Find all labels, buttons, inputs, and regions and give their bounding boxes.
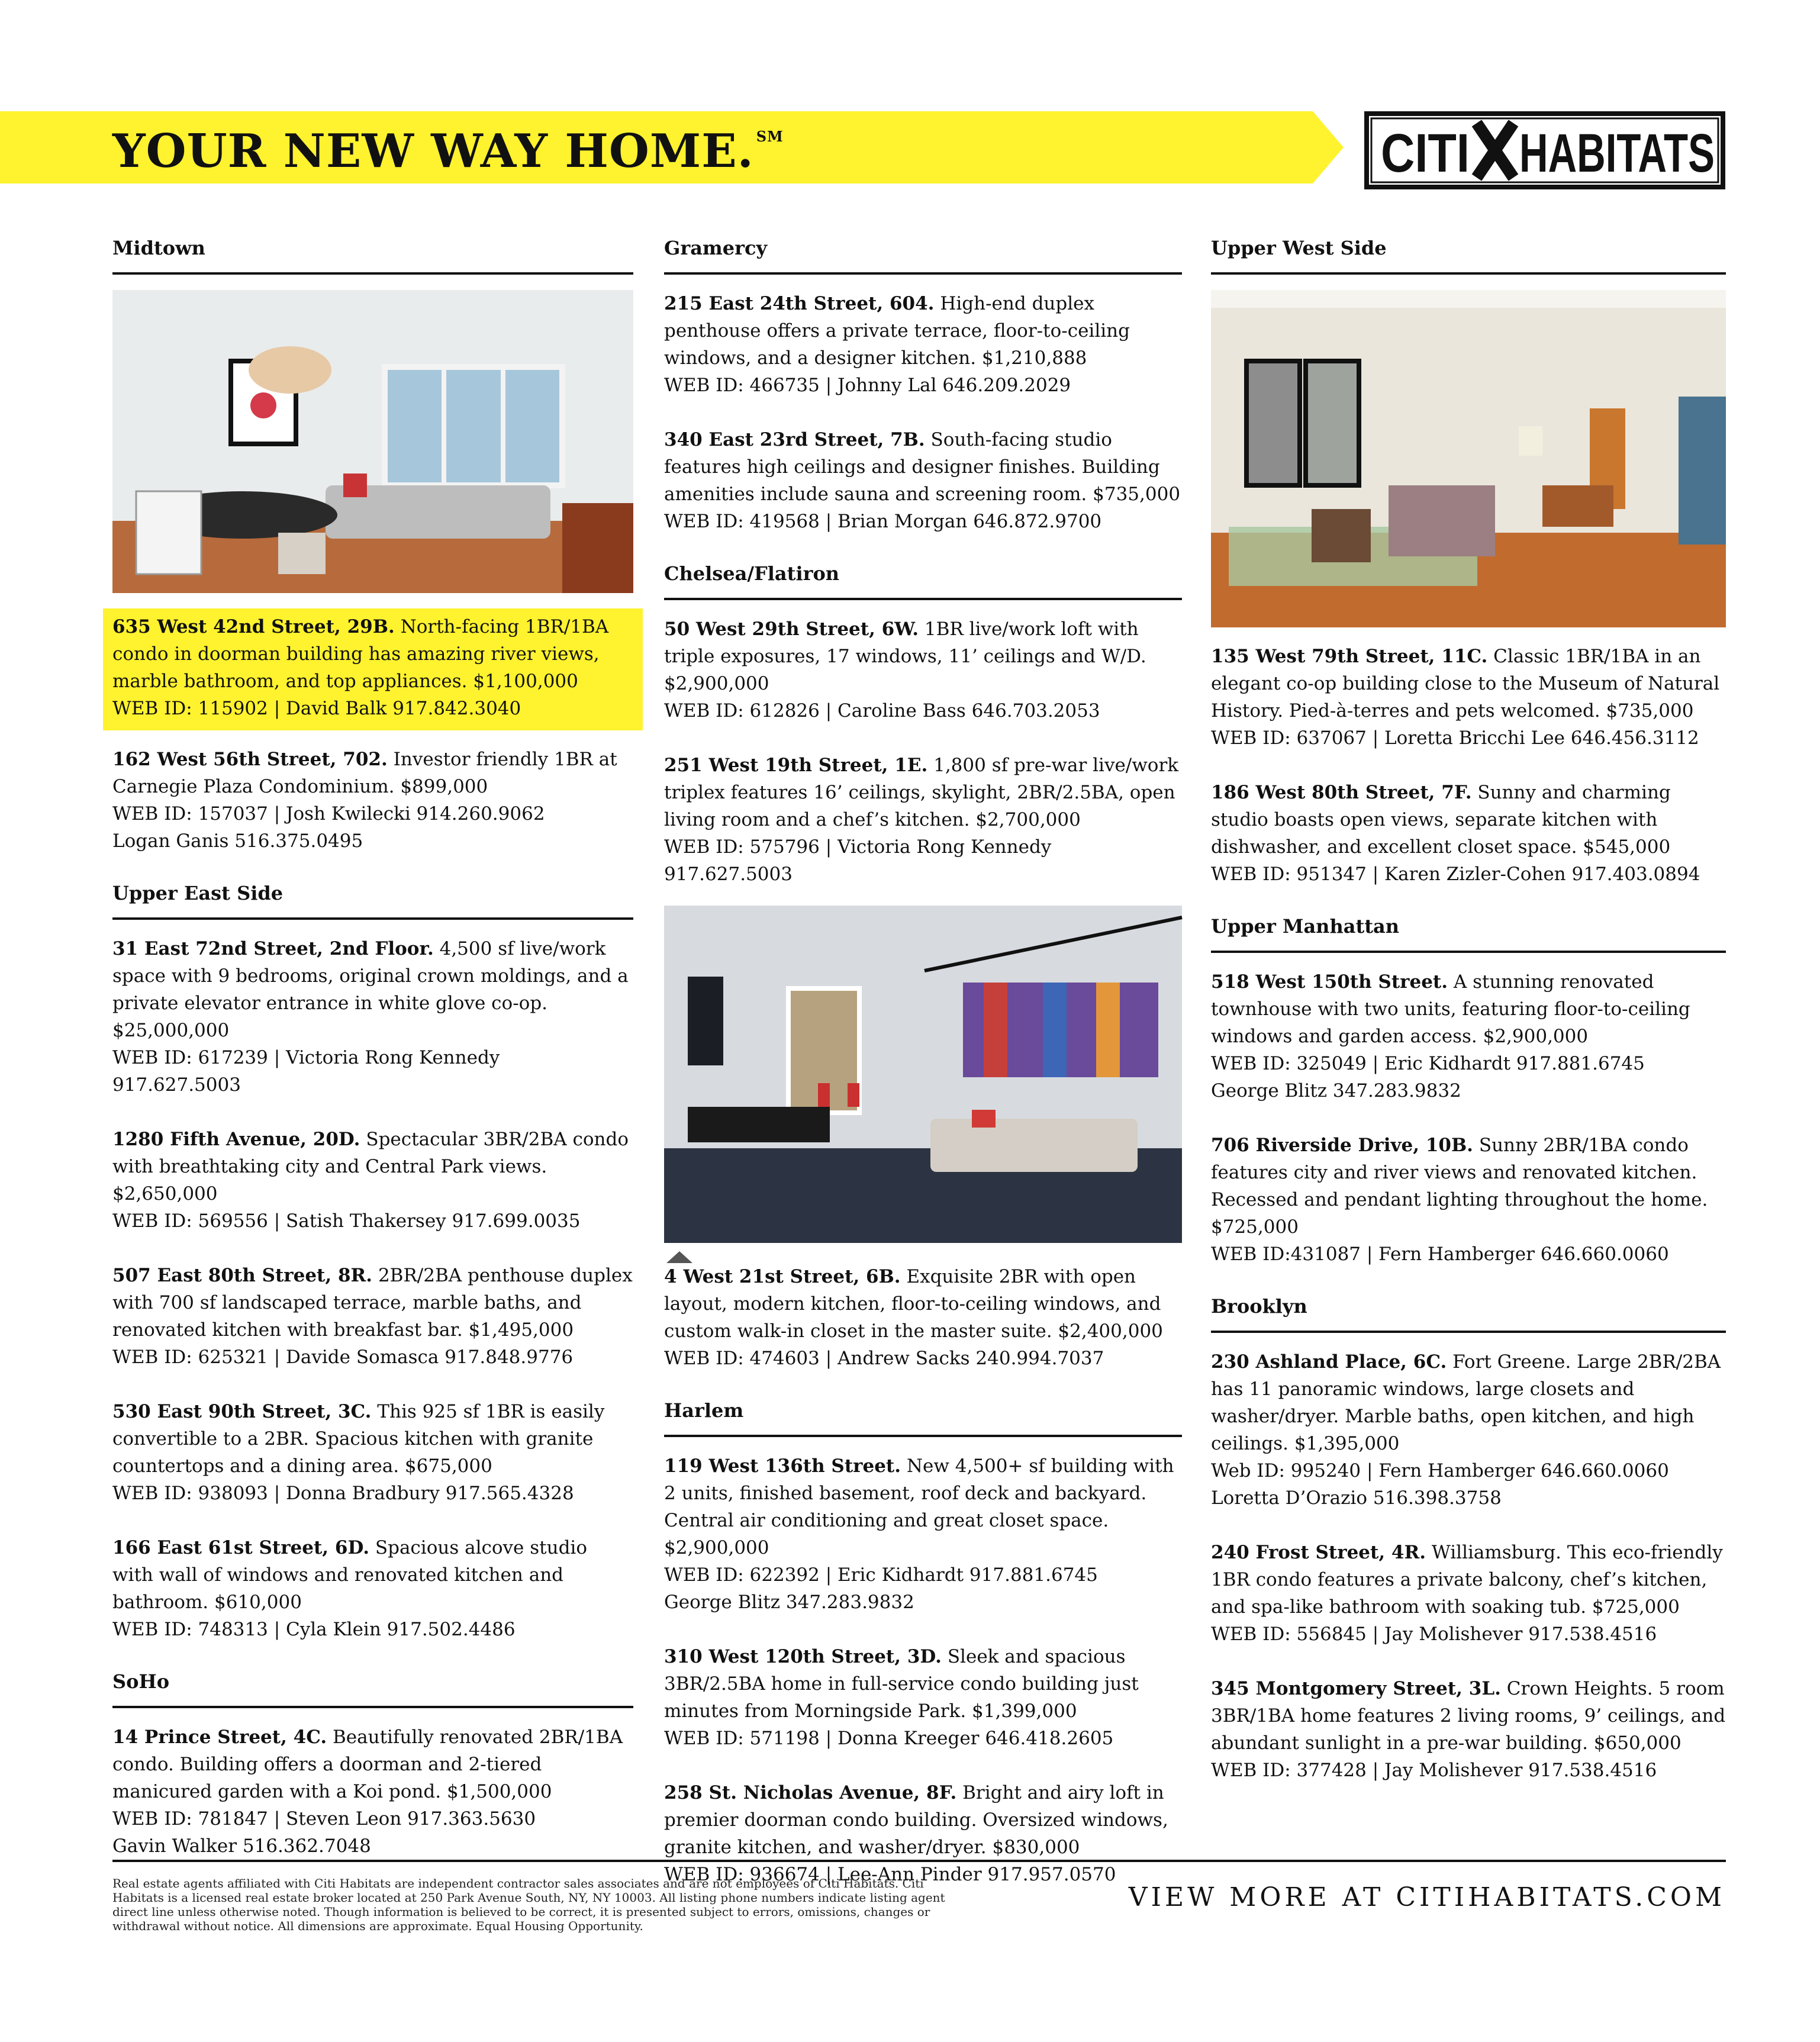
listing-description: 2BR/2BA penthouse duplex with 700 sf landscaped terrace, marble baths, and renovated kitchen with breakfast bar. $1,495,000 bbox=[112, 1265, 633, 1341]
listing-31-east-72nd[interactable] bbox=[112, 935, 633, 1099]
listing-web-id: WEB ID: 781847 | Steven Leon 917.363.5630 bbox=[112, 1808, 536, 1830]
listing-address: 119 West 136th Street. bbox=[664, 1455, 901, 1477]
column-1 bbox=[112, 237, 633, 1860]
listing-address: 4 West 21st Street, 6B. bbox=[664, 1266, 901, 1287]
listing-description: Crown Heights. 5 room 3BR/1BA home features 2 living rooms, 9’ ceilings, and abundant sunlight in a pre-war building. $650,000 bbox=[1211, 1678, 1726, 1754]
listing-address: 518 West 150th Street. bbox=[1211, 971, 1448, 993]
listing-web-id: Web ID: 995240 | Fern Hamberger 646.660.0060 bbox=[1211, 1460, 1669, 1481]
section-heading-gramercy: Gramercy bbox=[664, 237, 1182, 275]
listing-4-west-21st[interactable] bbox=[664, 1263, 1182, 1372]
listing-135-west-79th[interactable] bbox=[1211, 643, 1726, 752]
listing-description: South-facing studio features high ceilings and designer finishes. Building amenities include sauna and screening room. $735,000 bbox=[664, 429, 1181, 505]
listing-166-east-61st[interactable] bbox=[112, 1534, 633, 1643]
listing-address: 240 Frost Street, 4R. bbox=[1211, 1542, 1426, 1563]
listing-description: Williamsburg. This eco-friendly 1BR condo features a private balcony, chef’s kitchen, and spa-like bathroom with soaking tub. $725,000 bbox=[1211, 1542, 1723, 1618]
listing-address: 50 West 29th Street, 6W. bbox=[664, 619, 919, 640]
section-heading-midtown: Midtown bbox=[112, 237, 633, 275]
listing-description: 1,800 sf pre-war live/work triplex features 16’ ceilings, skylight, 2BR/2.5BA, open living room and a chef’s kitchen. $2,700,000 bbox=[664, 755, 1179, 830]
column-2 bbox=[664, 237, 1182, 1888]
column-3 bbox=[1211, 237, 1726, 1784]
listing-extra-agent: Gavin Walker 516.362.7048 bbox=[112, 1835, 371, 1857]
citi-habitats-logo[interactable] bbox=[1364, 111, 1725, 189]
listing-web-id: WEB ID: 617239 | Victoria Rong Kennedy 917.627.5003 bbox=[112, 1047, 500, 1096]
section-heading-upper-east-side: Upper East Side bbox=[112, 882, 633, 920]
listing-description: Spectacular 3BR/2BA condo with breathtaking city and Central Park views. $2,650,000 bbox=[112, 1129, 629, 1204]
listing-230-ashland-place[interactable] bbox=[1211, 1348, 1726, 1512]
listing-258-st-nicholas[interactable] bbox=[664, 1779, 1182, 1888]
section-heading-soho: SoHo bbox=[112, 1670, 633, 1708]
listing-extra-agent: George Blitz 347.283.9832 bbox=[664, 1592, 914, 1613]
listing-extra-agent: George Blitz 347.283.9832 bbox=[1211, 1080, 1461, 1101]
listing-web-id: WEB ID: 936674 | Lee-Ann Pinder 917.957.0570 bbox=[664, 1864, 1116, 1885]
section-heading-harlem: Harlem bbox=[664, 1399, 1182, 1437]
listing-web-id: WEB ID: 419568 | Brian Morgan 646.872.9700 bbox=[664, 511, 1102, 532]
listing-251-west-19th[interactable] bbox=[664, 752, 1182, 888]
view-more-link[interactable]: VIEW MORE AT CITIHABITATS.COM bbox=[1128, 1882, 1725, 1912]
listing-address: 1280 Fifth Avenue, 20D. bbox=[112, 1129, 360, 1150]
section-heading-brooklyn: Brooklyn bbox=[1211, 1295, 1726, 1333]
uws-listing-photo[interactable] bbox=[1211, 290, 1726, 627]
listing-186-west-80th[interactable] bbox=[1211, 779, 1726, 888]
listing-address: 14 Prince Street, 4C. bbox=[112, 1727, 327, 1748]
listing-address: 31 East 72nd Street, 2nd Floor. bbox=[112, 938, 434, 959]
listing-address: 251 West 19th Street, 1E. bbox=[664, 755, 928, 776]
listing-description: North-facing 1BR/1BA condo in doorman building has amazing river views, marble bathroom, and top appliances. $1,100,000 bbox=[112, 616, 609, 692]
listing-description: Beautifully renovated 2BR/1BA condo. Building offers a doorman and 2-tiered manicured garden with a Koi pond. $1,500,000 bbox=[112, 1727, 623, 1802]
listing-345-montgomery-street[interactable] bbox=[1211, 1675, 1726, 1784]
listing-web-id: WEB ID: 622392 | Eric Kidhardt 917.881.6745 bbox=[664, 1564, 1098, 1586]
listing-web-id: WEB ID: 571198 | Donna Kreeger 646.418.2605 bbox=[664, 1728, 1114, 1749]
logo-citi-text: CITI bbox=[1381, 123, 1470, 183]
listing-web-id: WEB ID: 637067 | Loretta Bricchi Lee 646.456.3112 bbox=[1211, 727, 1699, 749]
listing-address: 162 West 56th Street, 702. bbox=[112, 749, 388, 770]
footer-divider bbox=[112, 1860, 1726, 1862]
listing-web-id: WEB ID: 325049 | Eric Kidhardt 917.881.6745 bbox=[1211, 1053, 1645, 1074]
listing-web-id: WEB ID: 474603 | Andrew Sacks 240.994.7037 bbox=[664, 1348, 1104, 1369]
listing-address: 345 Montgomery Street, 3L. bbox=[1211, 1678, 1501, 1699]
photo-caption-triangle-icon bbox=[666, 1251, 692, 1263]
listing-web-id: WEB ID: 466735 | Johnny Lal 646.209.2029 bbox=[664, 375, 1071, 396]
listing-address: 258 St. Nicholas Avenue, 8F. bbox=[664, 1782, 957, 1803]
tagline bbox=[112, 124, 784, 178]
listing-162-west-56th[interactable] bbox=[112, 746, 633, 855]
listing-address: 186 West 80th Street, 7F. bbox=[1211, 782, 1472, 803]
listing-description: Sleek and spacious 3BR/2.5BA home in full-service condo building just minutes from Morningside Park. $1,399,000 bbox=[664, 1646, 1139, 1722]
listing-description: Investor friendly 1BR at Carnegie Plaza Condominium. $899,000 bbox=[112, 749, 617, 797]
listing-description: 1BR live/work loft with triple exposures, 17 windows, 11’ ceilings and W/D. $2,900,000 bbox=[664, 619, 1146, 694]
listing-14-prince-street[interactable] bbox=[112, 1724, 633, 1860]
listing-web-id: WEB ID:431087 | Fern Hamberger 646.660.0060 bbox=[1211, 1244, 1669, 1265]
listing-address: 635 West 42nd Street, 29B. bbox=[112, 616, 395, 637]
listing-310-west-120th[interactable] bbox=[664, 1643, 1182, 1752]
listing-address: 310 West 120th Street, 3D. bbox=[664, 1646, 942, 1667]
listing-web-id: WEB ID: 556845 | Jay Molishever 917.538.4516 bbox=[1211, 1624, 1657, 1645]
listing-address: 215 East 24th Street, 604. bbox=[664, 293, 935, 314]
listing-web-id: WEB ID: 569556 | Satish Thakersey 917.699.0035 bbox=[112, 1210, 581, 1232]
listing-extra-agent: Logan Ganis 516.375.0495 bbox=[112, 830, 363, 852]
listing-address: 507 East 80th Street, 8R. bbox=[112, 1265, 373, 1286]
listing-address: 530 East 90th Street, 3C. bbox=[112, 1401, 372, 1422]
listing-1280-fifth-avenue[interactable] bbox=[112, 1126, 633, 1235]
listing-description: New 4,500+ sf building with 2 units, finished basement, roof deck and backyard. Central air conditioning and great closet space. $2,900,000 bbox=[664, 1455, 1174, 1558]
listing-web-id: WEB ID: 951347 | Karen Zizler-Cohen 917.403.0894 bbox=[1211, 864, 1700, 885]
listing-web-id: WEB ID: 938093 | Donna Bradbury 917.565.4328 bbox=[112, 1483, 574, 1504]
chelsea-listing-photo[interactable] bbox=[664, 906, 1182, 1243]
listing-description: Classic 1BR/1BA in an elegant co-op building close to the Museum of Natural History. Pied-à-terres and pets welcomed. $735,000 bbox=[1211, 646, 1720, 722]
listing-web-id: WEB ID: 748313 | Cyla Klein 917.502.4486 bbox=[112, 1619, 516, 1640]
listing-address: 166 East 61st Street, 6D. bbox=[112, 1537, 370, 1558]
listing-50-west-29th[interactable] bbox=[664, 616, 1182, 724]
logo-habitats-text: HABITATS bbox=[1519, 123, 1715, 183]
listing-description: Exquisite 2BR with open layout, modern kitchen, floor-to-ceiling windows, and custom walk-in closet in the master suite. $2,400,000 bbox=[664, 1266, 1163, 1342]
listing-description: 4,500 sf live/work space with 9 bedrooms, original crown moldings, and a private elevator entrance in white glove co-op. $25,000,000 bbox=[112, 938, 629, 1041]
listing-530-east-90th[interactable] bbox=[112, 1398, 633, 1507]
listing-description: Bright and airy loft in premier doorman condo building. Oversized windows, granite kitchen, and washer/dryer. $830,000 bbox=[664, 1782, 1168, 1858]
listing-description: Sunny 2BR/1BA condo features city and river views and renovated kitchen. Recessed and pendant lighting throughout the home. $725,000 bbox=[1211, 1135, 1708, 1238]
listing-635-west-42nd[interactable] bbox=[103, 608, 643, 730]
listing-description: This 925 sf 1BR is easily convertible to a 2BR. Spacious kitchen with granite countertops and a dining area. $675,000 bbox=[112, 1401, 605, 1477]
listing-description: High-end duplex penthouse offers a private terrace, floor-to-ceiling windows, and a designer kitchen. $1,210,888 bbox=[664, 293, 1130, 369]
midtown-listing-photo[interactable] bbox=[112, 290, 633, 593]
listing-address: 340 East 23rd Street, 7B. bbox=[664, 429, 925, 450]
listing-description: A stunning renovated townhouse with two units, featuring floor-to-ceiling windows and garden access. $2,900,000 bbox=[1211, 971, 1690, 1047]
section-heading-chelsea-flatiron: Chelsea/Flatiron bbox=[664, 562, 1182, 600]
section-heading-upper-manhattan: Upper Manhattan bbox=[1211, 915, 1726, 953]
listing-215-east-24th[interactable] bbox=[664, 290, 1182, 399]
listing-web-id: WEB ID: 612826 | Caroline Bass 646.703.2053 bbox=[664, 700, 1100, 722]
listing-address: 135 West 79th Street, 11C. bbox=[1211, 646, 1488, 667]
listing-706-riverside-drive[interactable] bbox=[1211, 1132, 1726, 1268]
tagline-text: YOUR NEW WAY HOME. bbox=[112, 124, 754, 178]
footer-disclaimer: Real estate agents affiliated with Citi Habitats are independent contractor sales associates and are not employees of Citi Habitats. Citi Habitats is a licensed real estate broker located at 250 Park Avenue South, NY, NY 10003. All listing phone numbers indicate listing agent direct line unless otherwise noted. Though information is believed to be correct, it is presented subject to errors, omissions, changes or withdrawal without notice. All dimensions are approximate. Equal Housing Opportunity. bbox=[112, 1876, 945, 1933]
listing-web-id: WEB ID: 115902 | David Balk 917.842.3040 bbox=[112, 698, 521, 719]
listing-address: 706 Riverside Drive, 10B. bbox=[1211, 1135, 1473, 1156]
listing-description: Sunny and charming studio boasts open views, separate kitchen with dishwasher, and excellent closet space. $545,000 bbox=[1211, 782, 1671, 858]
listing-web-id: WEB ID: 157037 | Josh Kwilecki 914.260.9062 bbox=[112, 803, 545, 824]
listing-address: 230 Ashland Place, 6C. bbox=[1211, 1351, 1447, 1373]
listing-507-east-80th[interactable] bbox=[112, 1262, 633, 1371]
listing-extra-agent: Loretta D’Orazio 516.398.3758 bbox=[1211, 1487, 1502, 1509]
listing-518-west-150th[interactable] bbox=[1211, 968, 1726, 1104]
listing-web-id: WEB ID: 377428 | Jay Molishever 917.538.4516 bbox=[1211, 1760, 1657, 1781]
section-heading-upper-west-side: Upper West Side bbox=[1211, 237, 1726, 275]
listing-web-id: WEB ID: 575796 | Victoria Rong Kennedy 917.627.5003 bbox=[664, 836, 1052, 885]
service-mark: SM bbox=[756, 128, 784, 145]
listing-description: Fort Greene. Large 2BR/2BA has 11 panoramic windows, large closets and washer/dryer. Marble baths, open kitchen, and high ceilings. $1,395,000 bbox=[1211, 1351, 1721, 1454]
listing-119-west-136th[interactable] bbox=[664, 1452, 1182, 1616]
listing-web-id: WEB ID: 625321 | Davide Somasca 917.848.9776 bbox=[112, 1347, 574, 1368]
listing-240-frost-street[interactable] bbox=[1211, 1539, 1726, 1648]
listing-340-east-23rd[interactable] bbox=[664, 426, 1182, 535]
listing-description: Spacious alcove studio with wall of windows and renovated kitchen and bathroom. $610,000 bbox=[112, 1537, 587, 1613]
